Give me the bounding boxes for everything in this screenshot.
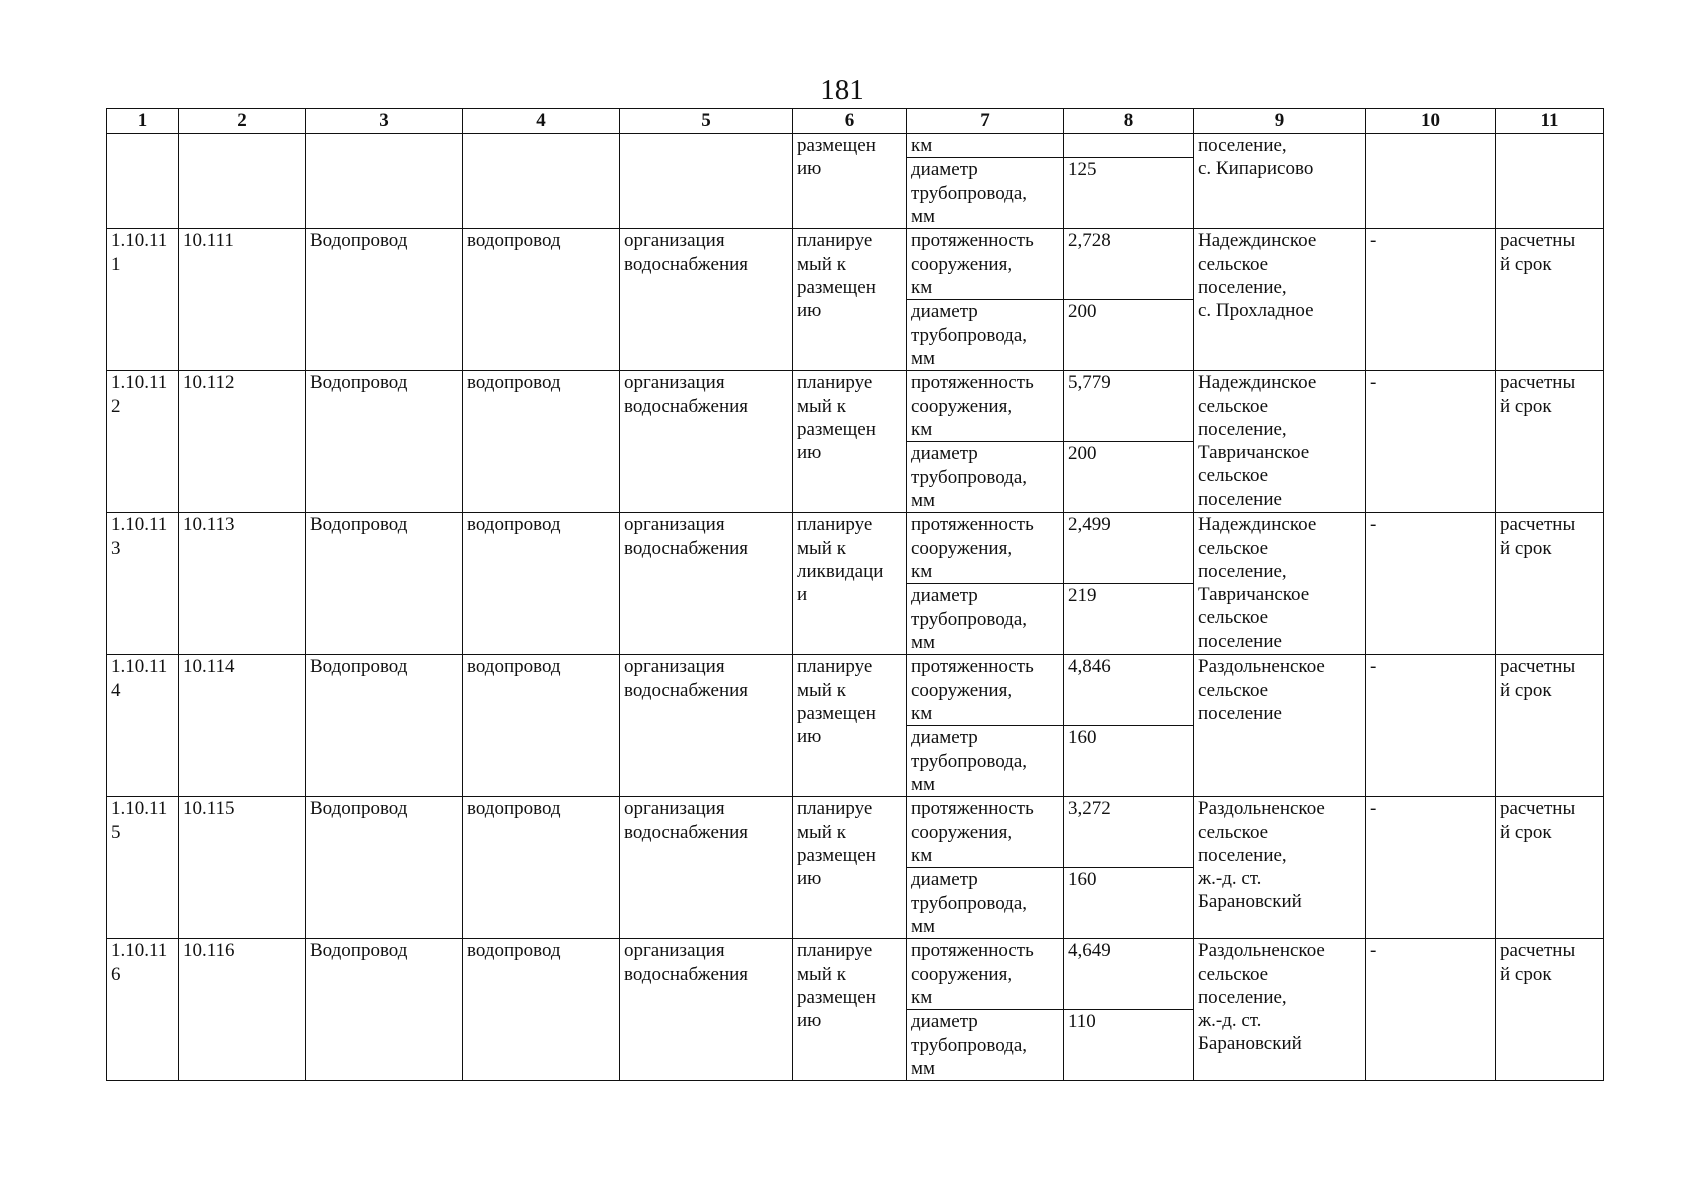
purpose-cell: организация водоснабжения (620, 513, 793, 655)
empty-cell (620, 134, 793, 229)
table-row (107, 229, 1604, 300)
empty-cell (306, 134, 463, 229)
table-row (107, 655, 1604, 726)
parameter-cell: протяженность сооружения, км (907, 939, 1064, 1010)
name-cell: Водопровод (306, 655, 463, 797)
value-cell: 160 (1064, 726, 1194, 797)
parameter-cell: диаметр трубопровода, мм (907, 442, 1064, 513)
parameter-cell: протяженность сооружения, км (907, 797, 1064, 868)
code-cell: 10.112 (179, 371, 306, 513)
type-cell: водопровод (463, 229, 620, 371)
parameter-cell: диаметр трубопровода, мм (907, 1010, 1064, 1081)
location-cell: Надеждинское сельское поселение, Тавричанское сельское поселение (1194, 513, 1366, 655)
location-cell: Раздольненское сельское поселение, ж.-д. ст. Барановский (1194, 939, 1366, 1081)
col10-cell (1366, 134, 1496, 229)
name-cell: Водопровод (306, 939, 463, 1081)
code-cell: 10.116 (179, 939, 306, 1081)
term-cell: расчетны й срок (1496, 797, 1604, 939)
value-cell: 4,649 (1064, 939, 1194, 1010)
parameter-cell: диаметр трубопровода, мм (907, 158, 1064, 229)
term-cell: расчетны й срок (1496, 229, 1604, 371)
purpose-cell: организация водоснабжения (620, 797, 793, 939)
header-row (107, 109, 1604, 134)
status-cell: планируе мый к размещен ию (793, 797, 907, 939)
table-body (107, 134, 1604, 1081)
value-cell: 125 (1064, 158, 1194, 229)
parameter-cell: протяженность сооружения, км (907, 513, 1064, 584)
row-number-cell: 1.10.116 (107, 939, 179, 1081)
status-cell: планируе мый к размещен ию (793, 229, 907, 371)
column-header: 9 (1194, 109, 1366, 134)
value-cell (1064, 134, 1194, 158)
location-cell: Раздольненское сельское поселение (1194, 655, 1366, 797)
column-header: 10 (1366, 109, 1496, 134)
value-cell: 4,846 (1064, 655, 1194, 726)
parameter-cell: протяженность сооружения, км (907, 229, 1064, 300)
column-header: 5 (620, 109, 793, 134)
status-cell: размещен ию (793, 134, 907, 229)
value-cell: 160 (1064, 868, 1194, 939)
term-cell (1496, 134, 1604, 229)
value-cell: 110 (1064, 1010, 1194, 1081)
column-header: 1 (107, 109, 179, 134)
parameter-cell: протяженность сооружения, км (907, 371, 1064, 442)
col10-cell: - (1366, 229, 1496, 371)
column-header: 4 (463, 109, 620, 134)
status-cell: планируе мый к ликвидаци и (793, 513, 907, 655)
value-cell: 5,779 (1064, 371, 1194, 442)
col10-cell: - (1366, 513, 1496, 655)
location-cell: поселение, с. Кипарисово (1194, 134, 1366, 229)
value-cell: 2,728 (1064, 229, 1194, 300)
row-number-cell: 1.10.114 (107, 655, 179, 797)
parameter-cell: диаметр трубопровода, мм (907, 300, 1064, 371)
status-cell: планируе мый к размещен ию (793, 655, 907, 797)
parameter-cell: диаметр трубопровода, мм (907, 868, 1064, 939)
status-cell: планируе мый к размещен ию (793, 939, 907, 1081)
code-cell: 10.111 (179, 229, 306, 371)
page-number: 181 (820, 74, 864, 106)
row-number-cell: 1.10.111 (107, 229, 179, 371)
column-header: 2 (179, 109, 306, 134)
column-header: 11 (1496, 109, 1604, 134)
col10-cell: - (1366, 655, 1496, 797)
column-header: 8 (1064, 109, 1194, 134)
table-row (107, 939, 1604, 1010)
term-cell: расчетны й срок (1496, 655, 1604, 797)
value-cell: 3,272 (1064, 797, 1194, 868)
name-cell: Водопровод (306, 513, 463, 655)
term-cell: расчетны й срок (1496, 513, 1604, 655)
term-cell: расчетны й срок (1496, 939, 1604, 1081)
row-number-cell: 1.10.113 (107, 513, 179, 655)
type-cell: водопровод (463, 797, 620, 939)
term-cell: расчетны й срок (1496, 371, 1604, 513)
value-cell: 200 (1064, 442, 1194, 513)
col10-cell: - (1366, 939, 1496, 1081)
type-cell: водопровод (463, 939, 620, 1081)
purpose-cell: организация водоснабжения (620, 939, 793, 1081)
table-row (107, 134, 1604, 158)
type-cell: водопровод (463, 655, 620, 797)
register-table (106, 108, 1604, 1081)
parameter-cell: диаметр трубопровода, мм (907, 726, 1064, 797)
parameter-cell: км (907, 134, 1064, 158)
code-cell: 10.113 (179, 513, 306, 655)
value-cell: 219 (1064, 584, 1194, 655)
type-cell: водопровод (463, 371, 620, 513)
location-cell: Надеждинское сельское поселение, с. Прохладное (1194, 229, 1366, 371)
parameter-cell: протяженность сооружения, км (907, 655, 1064, 726)
purpose-cell: организация водоснабжения (620, 229, 793, 371)
location-cell: Раздольненское сельское поселение, ж.-д. ст. Барановский (1194, 797, 1366, 939)
column-header: 3 (306, 109, 463, 134)
parameter-cell: диаметр трубопровода, мм (907, 584, 1064, 655)
col10-cell: - (1366, 797, 1496, 939)
code-cell: 10.115 (179, 797, 306, 939)
value-cell: 200 (1064, 300, 1194, 371)
row-number-cell: 1.10.112 (107, 371, 179, 513)
purpose-cell: организация водоснабжения (620, 655, 793, 797)
code-cell: 10.114 (179, 655, 306, 797)
type-cell: водопровод (463, 513, 620, 655)
table-row (107, 513, 1604, 584)
column-header: 6 (793, 109, 907, 134)
purpose-cell: организация водоснабжения (620, 371, 793, 513)
empty-cell (463, 134, 620, 229)
row-number-cell: 1.10.115 (107, 797, 179, 939)
location-cell: Надеждинское сельское поселение, Тавричанское сельское поселение (1194, 371, 1366, 513)
empty-cell (179, 134, 306, 229)
name-cell: Водопровод (306, 229, 463, 371)
column-header: 7 (907, 109, 1064, 134)
table-row (107, 797, 1604, 868)
name-cell: Водопровод (306, 371, 463, 513)
status-cell: планируе мый к размещен ию (793, 371, 907, 513)
table-row (107, 371, 1604, 442)
empty-cell (107, 134, 179, 229)
value-cell: 2,499 (1064, 513, 1194, 584)
name-cell: Водопровод (306, 797, 463, 939)
col10-cell: - (1366, 371, 1496, 513)
